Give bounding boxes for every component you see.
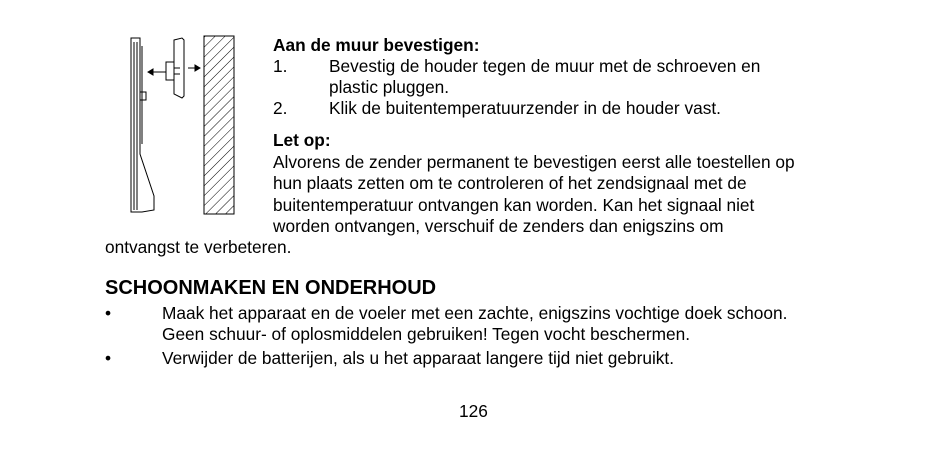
mount-title: Aan de muur bevestigen: xyxy=(273,35,480,55)
transmitter-shape xyxy=(131,38,154,212)
note-line: Alvorens de zender permanent te bevestigen eerst alle toestellen op xyxy=(273,152,795,172)
note-line: ontvangst te verbeteren. xyxy=(105,237,292,257)
step-text: plastic pluggen. xyxy=(329,77,450,97)
bullet-icon: • xyxy=(105,348,112,368)
note-line: hun plaats zetten om te controleren of het zendsignaal met de xyxy=(273,173,747,193)
wall-mount-illustration xyxy=(118,34,242,223)
arrow-left-icon xyxy=(148,69,166,75)
section-heading: SCHOONMAKEN EN ONDERHOUD xyxy=(105,277,437,299)
list-item: Maak het apparaat en de voeler met een zachte, enigszins vochtige doek schoon. xyxy=(162,303,788,323)
note-line: worden ontvangen, verschuif de zenders dan enigszins om xyxy=(273,216,724,236)
bullet-icon: • xyxy=(105,303,112,323)
note-title: Let op: xyxy=(273,130,331,150)
page-number: 126 xyxy=(459,401,488,421)
wall-shape xyxy=(204,36,234,214)
step-text: Klik de buitentemperatuurzender in de houder vast. xyxy=(329,98,721,118)
step-text: Bevestig de houder tegen de muur met de schroeven en xyxy=(329,56,761,76)
list-item: Geen schuur- of oplosmiddelen gebruiken! Tegen vocht beschermen. xyxy=(162,324,691,344)
arrow-right-icon xyxy=(188,65,200,71)
note-line: buitentemperatuur ontvangen kan worden. Kan het signaal niet xyxy=(273,195,755,215)
list-item: Verwijder de batterijen, als u het apparaat langere tijd niet gebruikt. xyxy=(162,348,675,368)
step-number: 2. xyxy=(273,98,288,118)
bracket-shape xyxy=(166,38,184,98)
step-number: 1. xyxy=(273,56,288,76)
